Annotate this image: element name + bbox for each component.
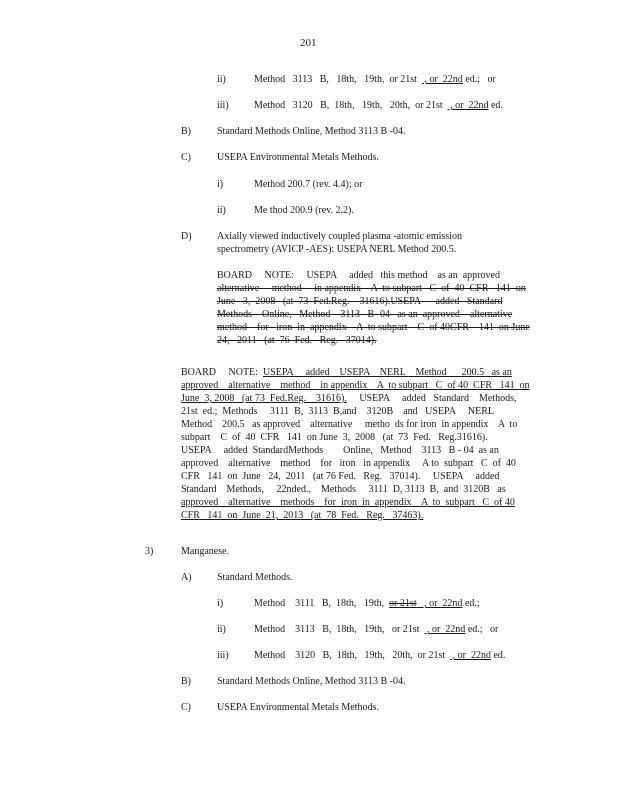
text-segment: method for iron in appendix A to subpart C of 40CFR 141 on June	[217, 322, 530, 333]
item-number: 3)	[145, 546, 154, 557]
item-numeral: i)	[217, 598, 224, 609]
section-letter: C)	[181, 702, 191, 713]
item-numeral: ii)	[217, 74, 226, 85]
note-line	[181, 509, 423, 522]
section-text: Standard Methods Online, Method 3113 B -04.	[217, 126, 406, 137]
method-line: Method 200.7 (rev. 4.4); or	[254, 179, 363, 190]
note-line	[181, 470, 499, 483]
item-numeral: iii)	[217, 650, 229, 661]
section-letter: B)	[181, 676, 191, 687]
text-segment: ed.;	[462, 598, 480, 609]
section-text: USEPA Environmental Metals Methods.	[217, 702, 379, 713]
text-segment: June 3, 2008 (at 73 Fed.Reg. 31616).	[181, 393, 347, 404]
note-line	[217, 308, 512, 321]
text-segment: , or 22nd	[416, 598, 463, 609]
text-segment: , or 22nd	[421, 74, 463, 85]
text-segment: , or 22nd	[447, 100, 489, 111]
method-line	[254, 649, 505, 662]
text-segment: CFR 141 on June 21, 2013 (at 78 Fed. Reg. 37463).	[181, 510, 424, 521]
section-text: Standard Methods.	[217, 572, 293, 583]
text-segment: ed.	[490, 650, 506, 661]
text-segment: USEPA added Standard Methods,	[346, 393, 517, 404]
section-letter: D)	[181, 231, 192, 242]
text-segment: subpart C of 40 CFR 141 on June 3, 2008 (at 73 Fed. Reg.31616).	[181, 432, 488, 443]
note-line	[217, 282, 526, 295]
method-line	[254, 99, 503, 112]
text-segment: ed.; or	[462, 74, 496, 85]
text-segment: Method 3120 B, 18th, 19th, 20th, or 21st	[254, 650, 451, 661]
note-line	[217, 334, 377, 347]
text-segment: 24, 2011 (at 76 Fed. Reg. 37014).	[217, 335, 377, 346]
section-letter: A)	[181, 572, 192, 583]
text-segment: Method 3111 B, 18th, 19th,	[254, 598, 390, 609]
section-text-line: spectrometry (AVICP -AES): USEPA NERL Method 200.5.	[217, 244, 457, 255]
text-segment: June 3, 2008 (at 73 Fed.Reg. 31616).USEPA added Standard	[217, 296, 503, 307]
section-text: Standard Methods Online, Method 3113 B -04.	[217, 676, 406, 687]
note-line	[181, 405, 494, 418]
section-text-line: Axially viewed inductively coupled plasma -atomic emission	[217, 231, 462, 242]
page-number: 201	[300, 37, 317, 49]
note-line	[217, 321, 530, 334]
note-line	[181, 418, 517, 431]
note-line	[181, 379, 530, 392]
text-segment: Method 3120 B, 18th, 19th, 20th, or 21st	[254, 100, 448, 111]
text-segment: Method 3113 B, 18th, 19th, or 21st	[254, 74, 422, 85]
text-segment: approved alternative methods for iron in appendix A to subpart C of 40	[181, 497, 515, 508]
text-segment: Standard Methods, 22nded., Methods 3111 D, 3113 B, and 3120B as	[181, 484, 506, 495]
method-line: Me thod 200.9 (rev. 2.2).	[254, 205, 354, 216]
text-segment: alternative method in appendix A to subpart C of 40 CFR 141 on	[217, 283, 526, 294]
text-segment: BOARD NOTE:	[181, 367, 263, 378]
text-segment: , or 22nd	[424, 624, 466, 635]
element-heading: Manganese.	[181, 546, 230, 557]
item-numeral: iii)	[217, 100, 229, 111]
section-letter: B)	[181, 126, 191, 137]
text-segment: USEPA added USEPA NERL Method 200.5 as an	[262, 367, 512, 378]
text-segment: ed.	[488, 100, 503, 111]
method-line	[254, 623, 498, 636]
text-segment: Method 3113 B, 18th, 19th, or 21st	[254, 624, 425, 635]
item-numeral: i)	[217, 179, 224, 190]
text-segment: Method 200.5 as approved alternative metho ds for iron in appendix A to	[181, 419, 518, 430]
note-line	[181, 444, 499, 457]
text-segment: or 21st	[389, 598, 417, 609]
note-line	[181, 392, 516, 405]
note-line	[181, 431, 488, 444]
note-line	[181, 366, 512, 379]
item-numeral: ii)	[217, 205, 226, 216]
text-segment: , or 22nd	[450, 650, 491, 661]
text-segment: Methods Online, Method 3113 B -04 as an approved alternative	[217, 309, 513, 320]
note-line	[181, 457, 516, 470]
note-line	[217, 295, 502, 308]
text-segment: ed.; or	[465, 624, 499, 635]
note-line	[181, 483, 506, 496]
section-letter: C)	[181, 152, 191, 163]
text-segment: BOARD NOTE: USEPA added this method as an approved	[217, 270, 500, 281]
note-line	[217, 269, 500, 282]
section-text: USEPA Environmental Metals Methods.	[217, 152, 379, 163]
method-line	[254, 73, 496, 86]
text-segment: approved alternative method for iron in appendix A to subpart C of 40	[181, 458, 516, 469]
text-segment: USEPA added StandardMethods Online, Method 3113 B - 04 as an	[181, 445, 499, 456]
item-numeral: ii)	[217, 624, 226, 635]
note-line	[181, 496, 515, 509]
text-segment: 21st ed.; Methods 3111 B, 3113 B,and 3120B and USEPA NERL	[181, 406, 494, 417]
text-segment: approved alternative method in appendix A to subpart C of 40 CFR 141 on	[181, 380, 530, 391]
method-line	[254, 597, 480, 610]
text-segment: CFR 141 on June 24, 2011 (at 76 Fed. Reg. 37014). USEPA added	[181, 471, 500, 482]
